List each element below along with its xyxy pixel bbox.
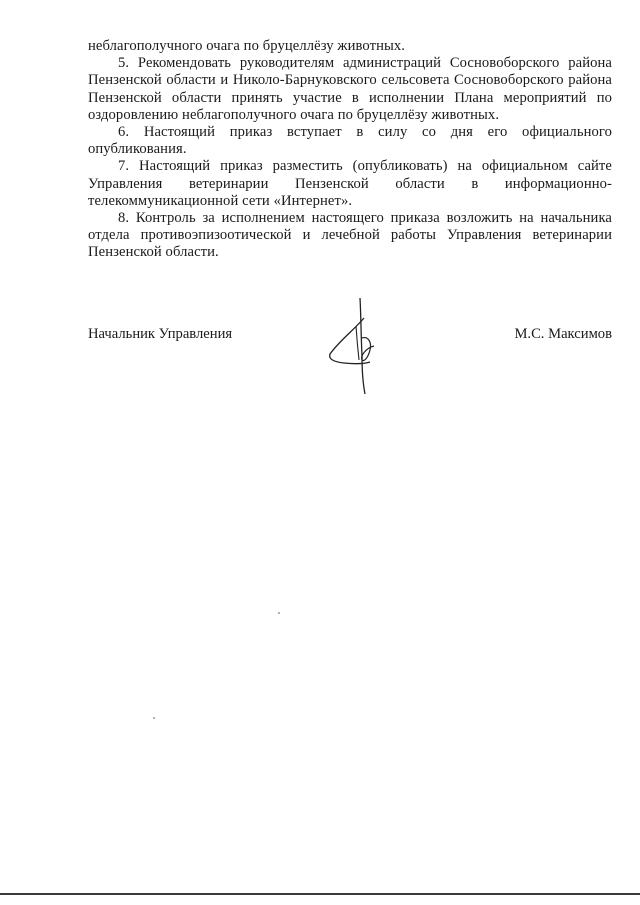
scan-speck (278, 612, 280, 614)
scan-speck (153, 717, 155, 719)
scan-edge-line (0, 893, 640, 895)
signature-block (88, 326, 612, 406)
document-body (88, 38, 612, 262)
handwritten-signature (324, 296, 394, 396)
paragraph-item-8: 8. Контроль за исполнением настоящего приказа возложить на начальника отдела противоэпизоотической и лечебной работы Управления ветеринарии Пензенской области. (88, 210, 612, 261)
signer-position: Начальник Управления (88, 326, 233, 342)
paragraph-continuation: неблагополучного очага по бруцеллёзу животных. (88, 38, 406, 54)
paragraph-item-5: 5. Рекомендовать руководителям администраций Сосновоборского района Пензенской области и Николо-Барнуковского сельсовета Сосновоборского района Пензенской области принять участие в исполнении Плана мероприятий по оздоровлению неблагополучного очага по бруцеллёзу животных. (88, 55, 612, 123)
signer-name: М.С. Максимов (514, 326, 612, 342)
paragraph-item-7: 7. Настоящий приказ разместить (опубликовать) на официальном сайте Управления ветеринарии Пензенской области в информационно-телекоммуникационной сети «Интернет». (88, 158, 612, 209)
paragraph-item-6: 6. Настоящий приказ вступает в силу со дня его официального опубликования. (88, 124, 612, 158)
